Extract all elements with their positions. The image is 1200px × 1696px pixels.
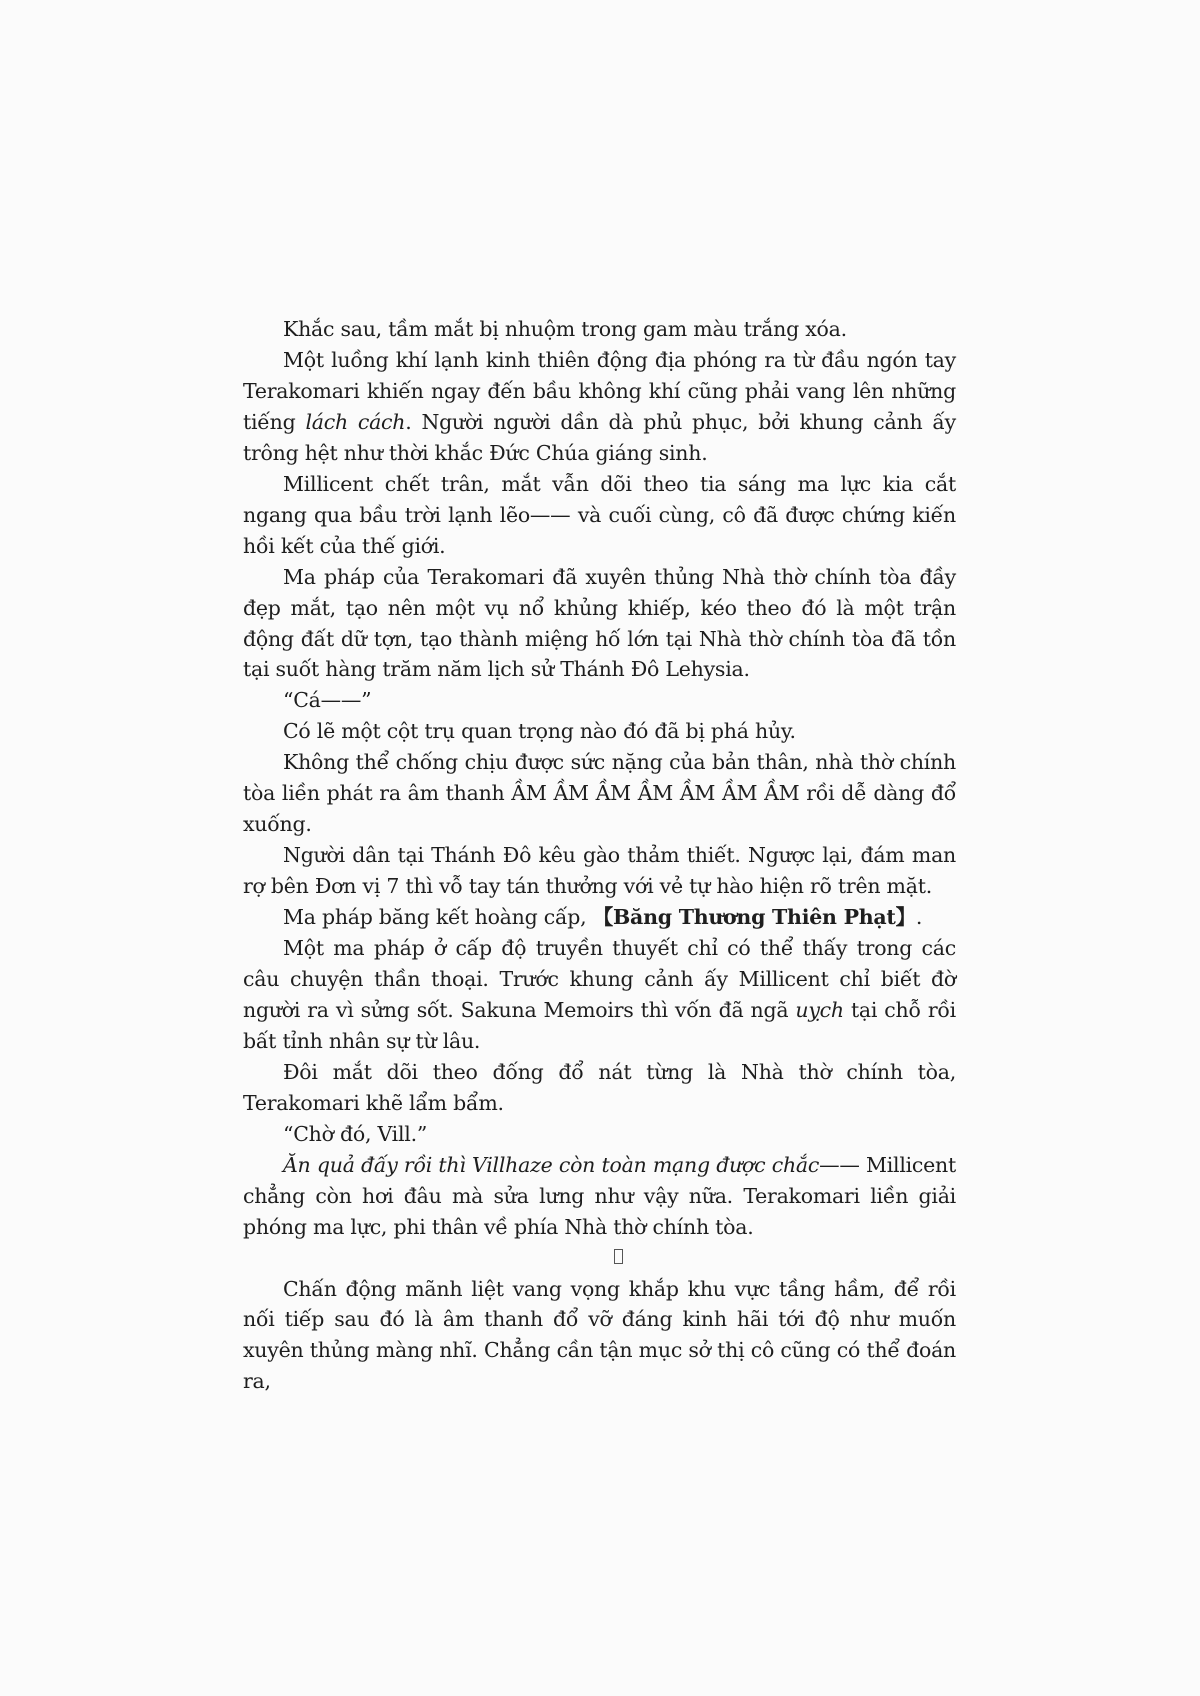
page-text <box>243 314 956 1397</box>
text-run: . Người người dần dà phủ phục, bởi khung cảnh ấy trông hệt như thời khắc Đức Chúa giáng sinh. <box>243 409 957 465</box>
text-run: Ma pháp của Terakomari đã xuyên thủng Nhà thờ chính tòa đầy đẹp mắt, tạo nên một vụ nổ khủng khiếp, kéo theo đó là một trận động đất dữ tợn, tạo thành miệng hố lớn tại Nhà thờ chính tòa đã tồn tại suốt hàng trăm năm lịch sử Thánh Đô Lehysia. <box>243 564 956 682</box>
spell-name: 【Băng Thương Thiên Phạt】 <box>592 905 916 930</box>
paragraph <box>243 933 956 1057</box>
paragraph <box>243 345 956 469</box>
paragraph <box>243 840 956 902</box>
missing-glyph-box-icon <box>614 1249 623 1264</box>
dialogue-line <box>243 1119 956 1150</box>
paragraph <box>243 1274 956 1398</box>
paragraph <box>243 716 956 747</box>
italic-text-run: Ăn quả đấy rồi thì Villhaze còn toàn mạng được chắc <box>283 1152 820 1177</box>
scene-separator <box>243 1243 956 1274</box>
text-run: Một ma pháp ở cấp độ truyền thuyết chỉ có thể thấy trong các câu chuyện thần thoại. Trước khung cảnh ấy Millicent chỉ biết đờ người ra vì sửng sốt. Sakuna Memoirs thì vốn đã ngã <box>243 936 956 1022</box>
paragraph <box>243 314 956 345</box>
text-run: —— Millicent chẳng còn hơi đâu mà sửa lưng như vậy nữa. Terakomari liền giải phóng ma lực, phi thân về phía Nhà thờ chính tòa. <box>243 1152 956 1239</box>
paragraph <box>243 1057 956 1119</box>
text-run: Có lẽ một cột trụ quan trọng nào đó đã bị phá hủy. <box>283 719 796 744</box>
text-run: . <box>915 905 923 930</box>
paragraph <box>243 562 956 686</box>
italic-text-run: uỵch <box>795 997 844 1022</box>
italic-text-run: lách cách <box>305 409 406 434</box>
text-run: Một luồng khí lạnh kinh thiên động địa phóng ra từ đầu ngón tay Terakomari khiến ngay đến bầu không khí cũng phải vang lên những tiếng <box>243 347 956 434</box>
dialogue-line <box>243 685 956 716</box>
paragraph <box>243 469 956 562</box>
paragraph <box>243 747 956 840</box>
text-run: tại chỗ rồi bất tỉnh nhân sự từ lâu. <box>243 997 956 1053</box>
text-run: “Cá——” <box>283 688 372 713</box>
text-run: Khắc sau, tầm mắt bị nhuộm trong gam màu trắng xóa. <box>283 317 847 341</box>
text-run: Đôi mắt dõi theo đống đổ nát từng là Nhà thờ chính tòa, Terakomari khẽ lẩm bẩm. <box>243 1059 956 1115</box>
text-run: “Chờ đó, Vill.” <box>283 1121 428 1146</box>
text-run: Millicent chết trân, mắt vẫn dõi theo tia sáng ma lực kia cắt ngang qua bầu trời lạnh lẽo—— và cuối cùng, cô đã được chứng kiến hồi kết của thế giới. <box>243 471 956 558</box>
text-run: Chấn động mãnh liệt vang vọng khắp khu vực tầng hầm, để rồi nối tiếp sau đó là âm thanh đổ vỡ đáng kinh hãi tới độ như muốn xuyên thủng màng nhĩ. Chẳng cần tận mục sở thị cô cũng có thể đoán ra, <box>243 1276 956 1394</box>
text-run: Người dân tại Thánh Đô kêu gào thảm thiết. Ngược lại, đám man rợ bên Đơn vị 7 thì vỗ tay tán thưởng với vẻ tự hào hiện rõ trên mặt. <box>243 843 956 899</box>
text-run: Không thể chống chịu được sức nặng của bản thân, nhà thờ chính tòa liền phát ra âm thanh ẦM ẦM ẦM ẦM ẦM ẦM ẦM rồi dễ dàng đổ xuống. <box>243 750 956 837</box>
paragraph <box>243 1150 956 1243</box>
text-run: Ma pháp băng kết hoàng cấp, <box>283 905 593 930</box>
paragraph <box>243 902 956 933</box>
